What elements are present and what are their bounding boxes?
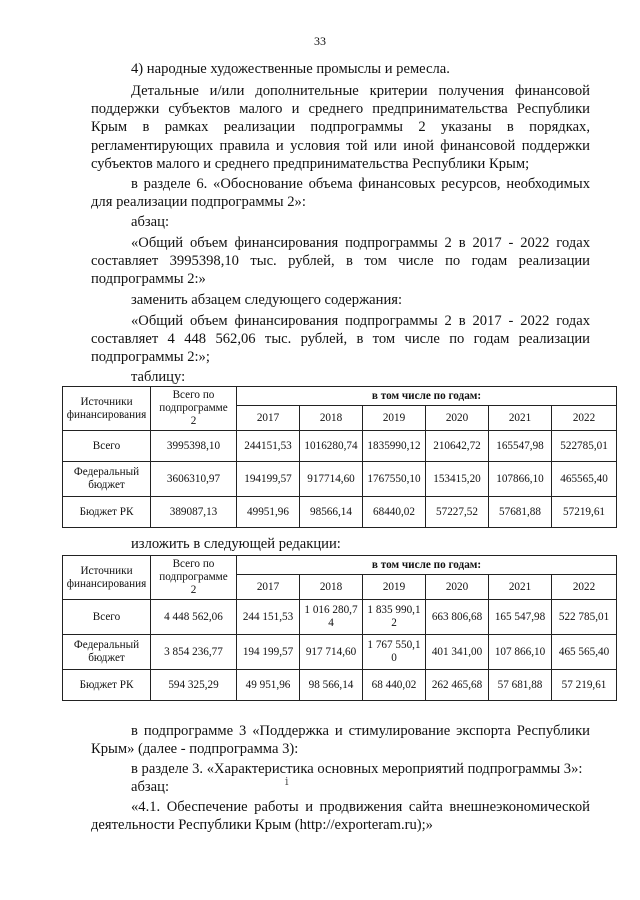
cell-text: 522 785,01 — [558, 610, 610, 623]
cell-text: подпрограмме — [159, 402, 228, 414]
header-year: 2022 — [552, 406, 617, 431]
cell-text: 57227,52 — [436, 505, 478, 518]
cell-text: 4 448 562,06 — [164, 610, 223, 623]
cell-text: Источники — [80, 564, 133, 577]
cell-text: 1016280,74 — [304, 439, 358, 452]
cell-text: 165 547,98 — [494, 610, 546, 623]
cell-text: Федеральный — [73, 466, 140, 478]
funding-table-old — [62, 386, 617, 528]
value-cell — [151, 497, 237, 528]
value-cell — [237, 670, 300, 701]
cell-text: 57219,61 — [563, 505, 605, 518]
cell-text: Федеральный — [73, 639, 140, 651]
cell-text: 4 — [328, 617, 334, 629]
header-year: 2017 — [237, 575, 300, 600]
header-year: 2019 — [363, 575, 426, 600]
cell-text: 68 440,02 — [371, 678, 417, 691]
value-cell — [489, 462, 552, 497]
header-year: 2022 — [552, 575, 617, 600]
cell-text: Всего — [92, 439, 121, 452]
cell-text: 2 — [391, 617, 397, 629]
row-label — [63, 670, 151, 701]
text-line: подпрограммы 2:»; — [91, 349, 210, 365]
header-total — [151, 387, 237, 431]
header-row — [63, 556, 617, 575]
text-line: «Общий объем финансирования подпрограммы 2 в 2017 - 2022 годах — [131, 313, 590, 329]
cell-text: 244151,53 — [244, 439, 292, 452]
text-line: субъектов малого и среднего предпринимательства Республики Крым; — [91, 156, 530, 172]
cell-text: 1835990,12 — [367, 439, 421, 452]
cell-text: 3606310,97 — [166, 472, 221, 485]
value-cell — [151, 670, 237, 701]
cell-text: 107866,10 — [496, 472, 544, 485]
cell-text: 57681,88 — [499, 505, 541, 518]
cell-text: 389087,13 — [169, 505, 218, 518]
label-abzac-2: абзац: — [131, 779, 170, 795]
text-line: регламентирующих правила и условия той или иной финансовой поддержки — [91, 138, 590, 154]
value-cell — [426, 462, 489, 497]
value-cell — [426, 670, 489, 701]
cell-text: 68440,02 — [373, 505, 415, 518]
value-cell — [426, 635, 489, 670]
value-cell — [237, 462, 300, 497]
cell-text: Всего по — [172, 389, 215, 401]
text-line: в подпрограмме 3 «Поддержка и стимулирование экспорта Республики — [131, 723, 590, 739]
value-cell — [237, 497, 300, 528]
cell-text: 194 199,57 — [242, 645, 294, 658]
value-cell — [151, 635, 237, 670]
value-cell — [300, 497, 363, 528]
value-cell — [363, 497, 426, 528]
cell-text: 57 219,61 — [561, 678, 607, 691]
row-label — [63, 462, 151, 497]
value-cell — [237, 600, 300, 635]
value-cell — [300, 600, 363, 635]
cell-text: 663 806,68 — [431, 610, 483, 623]
cell-text: 2 — [190, 415, 197, 427]
label-new-edition: изложить в следующей редакции: — [131, 536, 341, 552]
cell-text: финансирования — [66, 577, 147, 590]
text-line: Детальные и/или дополнительные критерии получения финансовой — [131, 83, 590, 99]
value-cell — [489, 670, 552, 701]
cell-text: 917714,60 — [307, 472, 355, 485]
header-year: 2021 — [489, 406, 552, 431]
text-line: «4.1. Обеспечение работы и продвижения сайта внешнеэкономической — [131, 799, 590, 815]
value-cell — [151, 600, 237, 635]
table-row — [63, 431, 617, 462]
cell-text: 3995398,10 — [166, 439, 221, 452]
cell-text: 1 016 280,7 — [304, 604, 358, 616]
cell-text: Бюджет РК — [79, 505, 134, 518]
cell-text: 107 866,10 — [494, 645, 546, 658]
funding-table-new — [62, 555, 617, 701]
cell-text: 0 — [391, 652, 397, 664]
header-year: 2021 — [489, 575, 552, 600]
cell-text: Всего — [92, 610, 121, 623]
value-cell — [300, 670, 363, 701]
text-line: Крым» (далее - подпрограмма 3): — [91, 741, 299, 757]
value-cell — [489, 497, 552, 528]
cell-text: бюджет — [88, 652, 125, 664]
header-year: 2018 — [300, 406, 363, 431]
header-row — [63, 387, 617, 406]
label-table: таблицу: — [131, 369, 186, 385]
text-line: поддержки субъектов малого и среднего предпринимательства Республики — [91, 101, 590, 117]
text-line: составляет 3995398,10 тыс. рублей, в том числе по годам реализации — [91, 253, 590, 269]
value-cell — [552, 431, 617, 462]
value-cell — [426, 431, 489, 462]
text-line: «Общий объем финансирования подпрограммы 2 в 2017 - 2022 годах — [131, 235, 590, 251]
row-label — [63, 635, 151, 670]
value-cell — [300, 431, 363, 462]
value-cell — [552, 670, 617, 701]
value-cell — [489, 600, 552, 635]
row-label — [63, 497, 151, 528]
header-by-years: в том числе по годам: — [237, 387, 617, 406]
value-cell — [363, 670, 426, 701]
value-cell — [552, 497, 617, 528]
cell-text: 262 465,68 — [431, 678, 483, 691]
cell-text: 194199,57 — [244, 472, 292, 485]
cell-text: подпрограмме — [159, 571, 228, 583]
value-cell — [151, 462, 237, 497]
cell-text: 465 565,40 — [558, 645, 610, 658]
value-cell — [552, 635, 617, 670]
table-row — [63, 670, 617, 701]
header-year: 2019 — [363, 406, 426, 431]
cell-text: 594 325,29 — [168, 678, 219, 691]
text-line: для реализации подпрограммы 2»: — [91, 194, 306, 210]
cell-text: 98566,14 — [310, 505, 352, 518]
cell-text: 1 767 550,1 — [367, 639, 421, 651]
table-row — [63, 635, 617, 670]
header-by-years: в том числе по годам: — [237, 556, 617, 575]
table-row — [63, 462, 617, 497]
value-cell — [426, 497, 489, 528]
cell-text: 2 — [190, 584, 197, 596]
cell-text: 153415,20 — [433, 472, 481, 485]
value-cell — [237, 431, 300, 462]
cell-text: финансирования — [66, 408, 147, 421]
value-cell — [363, 462, 426, 497]
value-cell — [489, 635, 552, 670]
cell-text: 98 566,14 — [308, 678, 354, 691]
label-abzac: абзац: — [131, 214, 170, 230]
value-cell — [426, 600, 489, 635]
cell-text: 1767550,10 — [367, 472, 421, 485]
row-label — [63, 431, 151, 462]
cell-text: бюджет — [88, 479, 125, 491]
cell-text: 57 681,88 — [497, 678, 543, 691]
value-cell — [300, 635, 363, 670]
cell-text: Всего по — [172, 558, 215, 570]
header-year: 2018 — [300, 575, 363, 600]
value-cell — [489, 431, 552, 462]
cell-text: 917 714,60 — [305, 645, 357, 658]
value-cell — [552, 462, 617, 497]
cell-text: 165547,98 — [496, 439, 544, 452]
cell-text: 49 951,96 — [245, 678, 291, 691]
value-cell — [552, 600, 617, 635]
header-year: 2017 — [237, 406, 300, 431]
header-year: 2020 — [426, 575, 489, 600]
page-number: 33 — [314, 34, 326, 48]
text-line: Крым в рамках реализации подпрограммы 2 указаны в порядках, — [91, 119, 590, 135]
stray-mark: ⅰ — [285, 776, 289, 788]
header-source — [63, 387, 151, 431]
cell-text: Источники — [80, 395, 133, 408]
paragraph-section-3: в разделе 3. «Характеристика основных мероприятий подпрограммы 3»: — [131, 761, 583, 777]
row-label — [63, 600, 151, 635]
cell-text: 3 854 236,77 — [164, 645, 223, 658]
value-cell — [151, 431, 237, 462]
cell-text: 465565,40 — [560, 472, 608, 485]
cell-text: 244 151,53 — [242, 610, 294, 623]
value-cell — [363, 635, 426, 670]
table-row — [63, 497, 617, 528]
header-year: 2020 — [426, 406, 489, 431]
text-line: деятельности Республики Крым (http://exporteram.ru);» — [91, 817, 433, 833]
table-row — [63, 600, 617, 635]
label-replace: заменить абзацем следующего содержания: — [131, 292, 403, 308]
cell-text: Бюджет РК — [79, 678, 134, 691]
text-line: в разделе 6. «Обоснование объема финансовых ресурсов, необходимых — [131, 176, 590, 192]
header-source — [63, 556, 151, 600]
header-total — [151, 556, 237, 600]
value-cell — [363, 600, 426, 635]
value-cell — [237, 635, 300, 670]
cell-text: 49951,96 — [247, 505, 289, 518]
cell-text: 401 341,00 — [431, 645, 483, 658]
text-line: подпрограммы 2:» — [91, 271, 206, 287]
value-cell — [300, 462, 363, 497]
text-line: составляет 4 448 562,06 тыс. рублей, в том числе по годам реализации — [91, 331, 590, 347]
paragraph-crafts: 4) народные художественные промыслы и ремесла. — [131, 61, 450, 77]
value-cell — [363, 431, 426, 462]
cell-text: 522785,01 — [560, 439, 608, 452]
cell-text: 210642,72 — [433, 439, 481, 452]
cell-text: 1 835 990,1 — [367, 604, 421, 616]
